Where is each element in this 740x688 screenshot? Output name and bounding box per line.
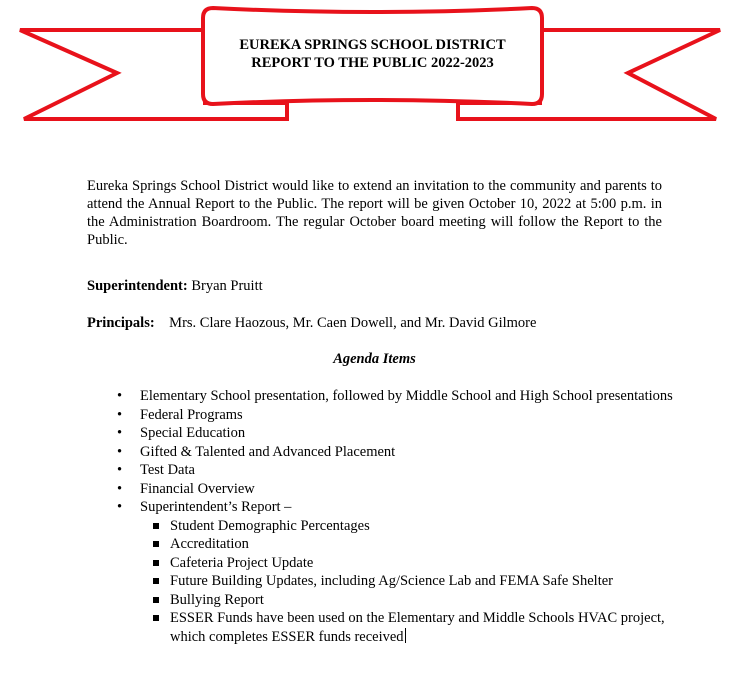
text-cursor	[405, 628, 406, 643]
square-bullet-icon	[153, 523, 159, 529]
superintendent-line	[87, 277, 263, 295]
bullet-icon: •	[117, 480, 123, 497]
square-bullet-icon	[153, 597, 159, 603]
agenda-list	[0, 387, 740, 646]
bullet-icon: •	[117, 443, 123, 460]
sub-item: Cafeteria Project Update	[0, 554, 690, 573]
superintendent-name: Bryan Pruitt	[191, 278, 263, 294]
bullet-icon: •	[117, 462, 123, 478]
agenda-item: • Elementary School presentation, followed by Middle School and High School presentations	[117, 388, 673, 404]
agenda-item: • Superintendent’s Report – Student Demographic Percentages Accreditation Cafeteria Project Update Future Building Updates, including Ag/Science Lab and FEMA Safe Shelter Bullying Report ESSER Funds have been used on the Elementary and Middle Schools HVAC project, which completes ESSER funds received	[0, 498, 680, 646]
sub-item: ESSER Funds have been used on the Elementary and Middle Schools HVAC project, which completes ESSER funds received	[0, 609, 690, 646]
sub-item: Student Demographic Percentages	[0, 517, 690, 536]
agenda-item: • Test Data	[117, 462, 195, 478]
sub-item: Accreditation	[0, 535, 690, 554]
square-bullet-icon	[153, 578, 159, 584]
principals-names: Mrs. Clare Haozous, Mr. Caen Dowell, and Mr. David Gilmore	[169, 315, 537, 331]
agenda-heading: Agenda Items	[333, 351, 416, 367]
agenda-item: • Gifted & Talented and Advanced Placement	[117, 443, 396, 460]
sub-item: Future Building Updates, including Ag/Science Lab and FEMA Safe Shelter	[0, 572, 690, 591]
principals-line	[87, 314, 536, 332]
superintendent-label: Superintendent:	[87, 278, 188, 294]
bullet-icon: •	[117, 499, 123, 515]
banner-title-line1: EUREKA SPRINGS SCHOOL DISTRICT	[239, 37, 506, 53]
principals-label: Principals:	[87, 315, 155, 331]
banner-title	[205, 36, 540, 72]
agenda-item: • Financial Overview	[117, 480, 255, 497]
bullet-icon: •	[117, 406, 123, 423]
superintendent-report-sublist	[140, 517, 680, 647]
banner-title-line2: REPORT TO THE PUBLIC 2022-2023	[251, 55, 494, 71]
bullet-icon: •	[117, 425, 123, 441]
square-bullet-icon	[153, 541, 159, 547]
sub-item: Bullying Report	[0, 591, 690, 610]
bullet-icon: •	[117, 388, 123, 404]
agenda-item: • Federal Programs	[117, 406, 243, 423]
square-bullet-icon	[153, 560, 159, 566]
intro-paragraph: Eureka Springs School District would like to extend an invitation to the community and parents to attend the Annual Report to the Public. The report will be given October 10, 2022 at 5:00 p.m. in the Administration Boardroom. The regular October board meeting will follow the Report to the Public.	[87, 178, 662, 248]
agenda-item: • Special Education	[117, 425, 246, 441]
square-bullet-icon	[153, 615, 159, 621]
